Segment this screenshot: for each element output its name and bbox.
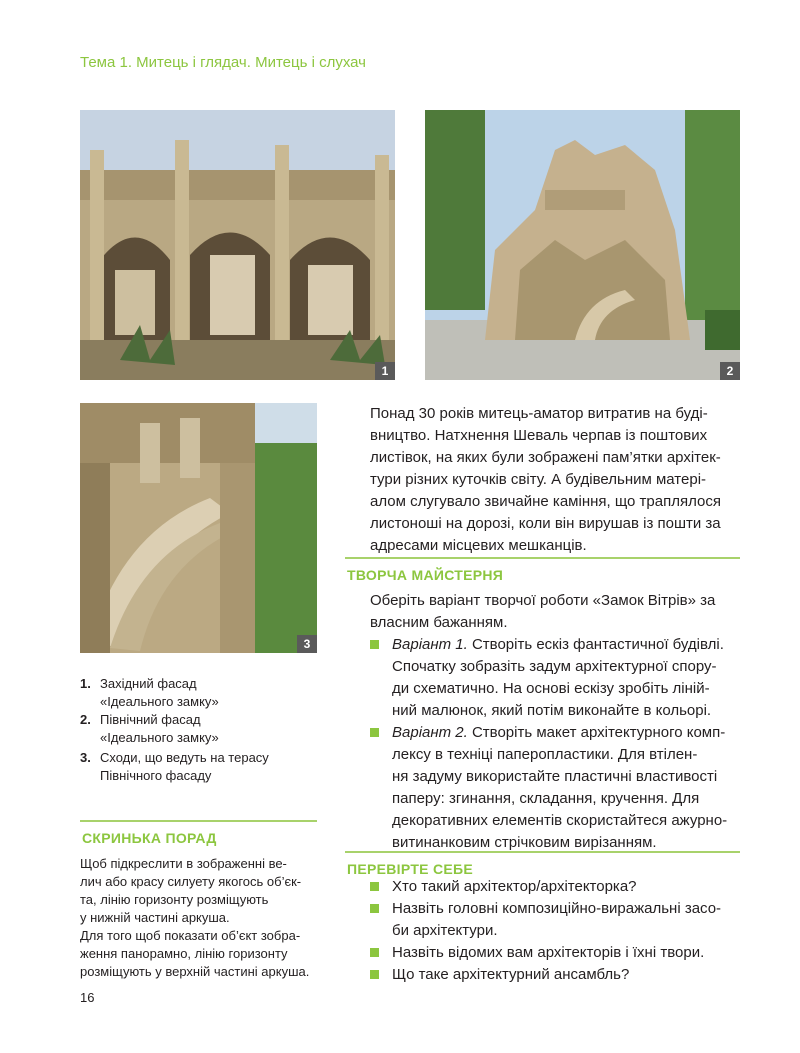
text-line: Назвіть відомих вам архітекторів і їхні твори. [392,944,705,961]
text-line: «Ідеального замку» [100,730,219,745]
intro-paragraph [370,403,740,557]
text-line: Варіант 1. Створіть ескіз фантастичної будівлі. [392,636,724,653]
text-line: розміщують у верхній частині аркуша. [80,964,310,979]
photo-number-badge: 1 [375,362,395,380]
text-line: лексу в техніці паперопластики. Для втілен- [392,746,698,763]
text-line: Для того щоб показати об’єкт зобра- [80,928,301,943]
text-line: паперу: згинання, складання, кручення. Для [392,790,700,807]
text-line: Оберіть варіант творчої роботи «Замок Вітрів» за [370,592,716,609]
photo-caption [80,675,320,711]
photo-north-facade [425,110,740,380]
text-line: би архітектури. [392,922,498,939]
text-line: та, лінію горизонту розміщують [80,892,269,907]
workshop-title: ТВОРЧА МАЙСТЕРНЯ [347,567,504,583]
workshop-intro [370,590,740,634]
check-title: ПЕРЕВІРТЕ СЕБЕ [347,861,474,877]
variant-label: Варіант 2. [392,724,468,741]
photo-west-facade [80,110,395,380]
chapter-header: Тема 1. Митець і глядач. Митець і слухач [80,54,366,71]
caption-number: 1. [80,676,91,691]
check-item [370,898,740,942]
text-line: витинанковим стрічковим вирізанням. [392,834,657,851]
variant-label: Варіант 1. [392,636,468,653]
text-line: листоноші на дорозі, коли він вирушав із пошти за [370,515,721,532]
photo-number-badge: 2 [720,362,740,380]
text-line: Варіант 2. Створіть макет архітектурного комп- [392,724,726,741]
variant-2-item [370,722,740,854]
text-line: Хто такий архітектор/архітекторка? [392,878,637,895]
photo-caption [80,749,320,785]
text-line: тури різних куточків світу. А будівельним матері- [370,471,707,488]
bullet-square-icon [370,904,379,913]
bullet-square-icon [370,640,379,649]
tips-title: СКРИНЬКА ПОРАД [82,830,217,846]
text-line: алом слугувало звичайне каміння, що траплялося [370,493,721,510]
text-line: Щоб підкреслити в зображенні ве- [80,856,287,871]
page-number: 16 [80,990,95,1005]
text-line: Сходи, що ведуть на терасу [100,750,269,765]
north-facade-illustration [425,110,740,380]
text-line: лич або красу силуету якогось об’єк- [80,874,302,889]
text-line: власним бажанням. [370,614,508,631]
check-item [370,942,740,964]
bullet-square-icon [370,970,379,979]
text-line: ди схематично. На основі ескізу зробіть ліній- [392,680,710,697]
west-facade-illustration [80,110,395,380]
caption-number: 2. [80,712,91,727]
text-line: Західний фасад [100,676,197,691]
section-rule [345,557,740,559]
text-line: Назвіть головні композиційно-виражальні засо- [392,900,722,917]
check-item [370,876,740,898]
text-line: Північний фасад [100,712,201,727]
text-line: вництво. Натхнення Шеваль черпав із поштових [370,427,708,444]
photo-caption [80,711,320,747]
variant-1-item [370,634,740,722]
text-line: Північного фасаду [100,768,212,783]
text-line: декоративних елементів скористайтеся ажурно- [392,812,728,829]
text-line: адресами місцевих мешканців. [370,537,587,554]
section-rule [345,851,740,853]
text-line: Що таке архітектурний ансамбль? [392,966,630,983]
bullet-square-icon [370,882,379,891]
photo-number-badge: 3 [297,635,317,653]
check-item [370,964,740,986]
text-line: у нижній частині аркуша. [80,910,230,925]
bullet-square-icon [370,948,379,957]
text-line: ження панорамно, лінію горизонту [80,946,288,961]
text-line: листівок, на яких були зображені пам’ятки архітек- [370,449,721,466]
stairs-illustration [80,403,317,653]
photo-stairs [80,403,317,653]
section-rule [80,820,317,822]
text-line: «Ідеального замку» [100,694,219,709]
caption-number: 3. [80,750,91,765]
text-line: ня задуму використайте пластичні властивості [392,768,718,785]
text-line: Спочатку зобразіть задум архітектурної спору- [392,658,717,675]
text-line: ний малюнок, який потім виконайте в кольорі. [392,702,712,719]
tips-paragraph [80,855,317,981]
bullet-square-icon [370,728,379,737]
text-line: Понад 30 років митець-аматор витратив на буді- [370,405,708,422]
